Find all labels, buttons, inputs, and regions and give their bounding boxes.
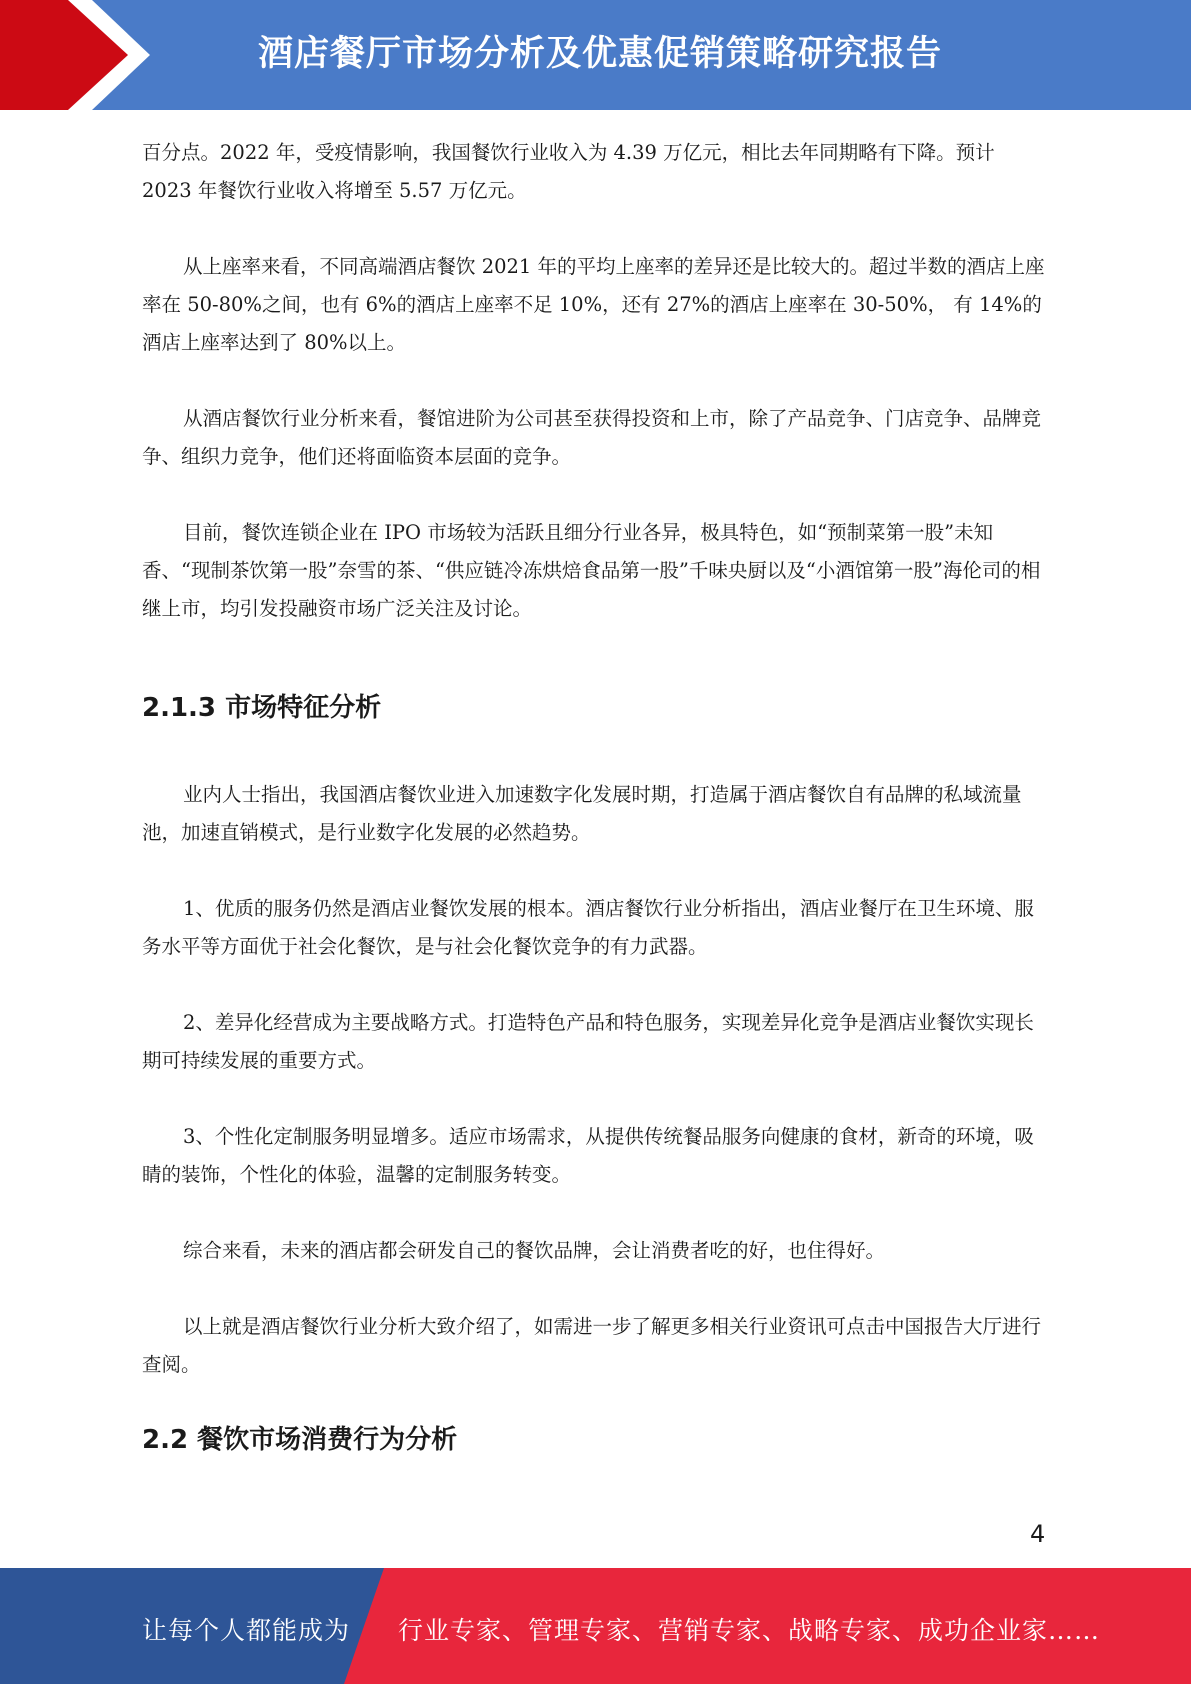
paragraph-revenue: 百分点。2022 年，受疫情影响，我国餐饮行业收入为 4.39 万亿元，相比去年同期略有下降。预计 2023 年餐饮行业收入将增至 5.57 万亿元。 xyxy=(142,141,995,202)
section-heading-2-1-3: 2.1.3 市场特征分析 xyxy=(142,693,382,723)
document-body xyxy=(142,134,1047,1460)
header-band xyxy=(0,0,1191,110)
paragraph-competition: 从酒店餐饮行业分析来看，餐馆进阶为公司甚至获得投资和上市，除了产品竞争、门店竞争、品牌竞争、组织力竞争，他们还将面临资本层面的竞争。 xyxy=(142,407,1042,468)
paragraph-digital: 业内人士指出，我国酒店餐饮业进入加速数字化发展时期，打造属于酒店餐饮自有品牌的私域流量池，加速直销模式，是行业数字化发展的必然趋势。 xyxy=(142,783,1022,844)
paragraph-point-3: 3、个性化定制服务明显增多。适应市场需求，从提供传统餐品服务向健康的食材，新奇的环境，吸睛的装饰，个性化的体验，温馨的定制服务转变。 xyxy=(142,1125,1034,1186)
section-heading-2-2: 2.2 餐饮市场消费行为分析 xyxy=(142,1425,458,1455)
footer-slogan-right: 行业专家、管理专家、营销专家、战略专家、成功企业家…… xyxy=(398,1616,1101,1645)
page-number: 4 xyxy=(1030,1520,1046,1548)
paragraph-point-1: 1、优质的服务仍然是酒店业餐饮发展的根本。酒店餐饮行业分析指出，酒店业餐厅在卫生环境、服务水平等方面优于社会化餐饮，是与社会化餐饮竞争的有力武器。 xyxy=(142,897,1034,958)
paragraph-point-2: 2、差异化经营成为主要战略方式。打造特色产品和特色服务，实现差异化竞争是酒店业餐饮实现长期可持续发展的重要方式。 xyxy=(142,1011,1034,1072)
footer-band xyxy=(0,1568,1191,1684)
paragraph-ipo: 目前，餐饮连锁企业在 IPO 市场较为活跃且细分行业各异，极具特色，如“预制菜第一股”未知香、“现制茶饮第一股”奈雪的茶、“供应链冷冻烘焙食品第一股”千味央厨以及“小酒馆第一股”海伦司的相继上市，均引发投融资市场广泛关注及讨论。 xyxy=(142,521,1041,620)
footer-slogan-left: 让每个人都能成为 xyxy=(142,1616,351,1645)
report-title: 酒店餐厅市场分析及优惠促销策略研究报告 xyxy=(258,34,943,74)
paragraph-summary: 综合来看，未来的酒店都会研发自己的餐饮品牌，会让消费者吃的好，也住得好。 xyxy=(183,1239,886,1262)
paragraph-occupancy: 从上座率来看，不同高端酒店餐饮 2021 年的平均上座率的差异还是比较大的。超过半数的酒店上座率在 50-80%之间，也有 6%的酒店上座率不足 10%，还有 27%的酒店上座率在 30-50%， 有 14%的酒店上座率达到了 80%以上。 xyxy=(142,255,1045,354)
paragraph-closing: 以上就是酒店餐饮行业分析大致介绍了，如需进一步了解更多相关行业资讯可点击中国报告大厅进行查阅。 xyxy=(142,1315,1042,1376)
